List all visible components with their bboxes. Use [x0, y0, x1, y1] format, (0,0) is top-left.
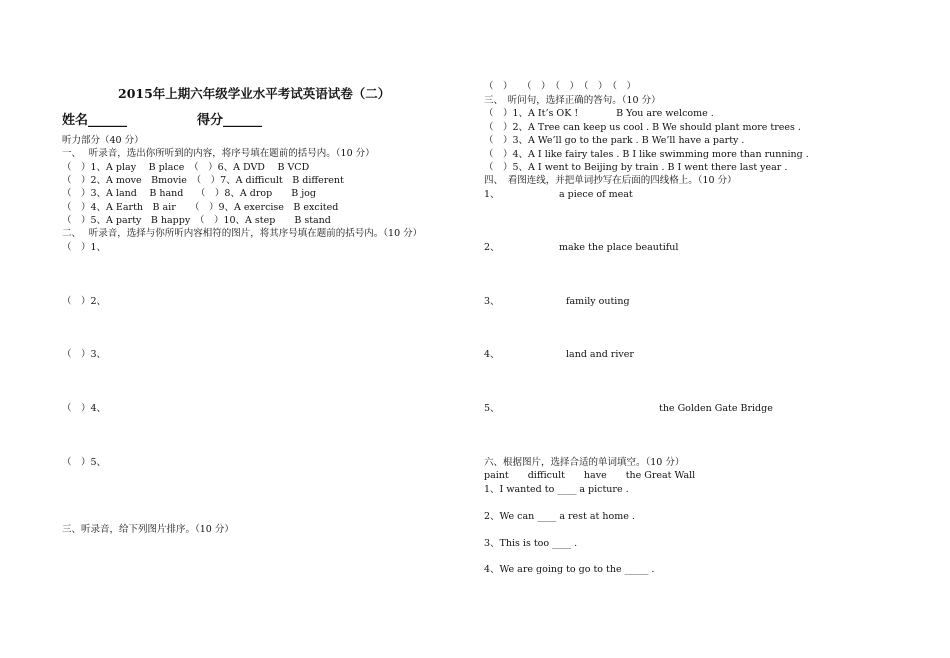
name-field-label: 姓名______ [62, 113, 128, 128]
match-item-phrase: a piece of meat [559, 189, 633, 200]
answer-question: （ ）1、A It’s OK ! B You are welcome . [484, 108, 714, 119]
fill-blank-question: 2、We can ____ a rest at home . [484, 511, 635, 522]
section-1-question: （ ）2、A move Bmovie （ ）7、A difficult B different [62, 175, 344, 186]
match-item-phrase: the Golden Gate Bridge [659, 403, 773, 414]
match-item-phrase: make the place beautiful [559, 242, 679, 253]
fill-blank-question: 3、This is too ____ . [484, 538, 578, 549]
section-2-instruction: 二、 听录音，选择与你所听内容相符的图片，将其序号填在题前的括号内。（10 分） [62, 228, 423, 239]
section-2-item: （ ）4、 [62, 403, 107, 414]
section-1-instruction: 一、 听录音，选出你所听到的内容，将序号填在题前的括号内。（10 分） [62, 148, 375, 159]
right-section-3-instruction: 三、 听问句，选择正确的答句。（10 分） [484, 95, 661, 106]
fill-blank-question: 4、We are going to go to the _____ . [484, 564, 655, 575]
match-item-number: 3、 [484, 296, 500, 307]
answer-question: （ ）3、A We’ll go to the park . B We’ll have a party . [484, 135, 745, 146]
section-3-instruction: 三、听录音，给下列图片排序。（10 分） [62, 524, 234, 535]
section-4-instruction: 四、 看图连线，并把单词抄写在后面的四线格上。（10 分） [484, 175, 737, 186]
section-1-question: （ ）4、A Earth B air （ ）9、A exercise B excited [62, 202, 339, 213]
section-2-item: （ ）5、 [62, 457, 107, 468]
match-item-phrase: family outing [566, 296, 630, 307]
section-2-item: （ ）1、 [62, 242, 107, 253]
match-item-number: 5、 [484, 403, 500, 414]
answer-question: （ ）5、A I went to Beijing by train . B I went there last year . [484, 162, 788, 173]
section-6-instruction: 六、根据图片，选择合适的单词填空。（10 分） [484, 457, 685, 468]
exam-title: 2015年上期六年级学业水平考试英语试卷（二） [118, 86, 391, 101]
section-2-item: （ ）2、 [62, 296, 107, 307]
fill-blank-question: 1、I wanted to ____ a picture . [484, 484, 629, 495]
word-bank: paint difficult have the Great Wall [484, 470, 696, 481]
section-1-question: （ ）3、A land B hand （ ）8、A drop B jog [62, 188, 316, 199]
section-1-question: （ ）1、A play B place （ ）6、A DVD B VCD [62, 162, 310, 173]
match-item-number: 4、 [484, 349, 500, 360]
section-1-question: （ ）5、A party B happy （ ）10、A step B stand [62, 215, 331, 226]
answer-question: （ ）4、A I like fairy tales . B I like swimming more than running . [484, 149, 809, 160]
match-item-phrase: land and river [566, 349, 634, 360]
listening-section-header: 听力部分（40 分） [62, 135, 144, 146]
match-item-number: 2、 [484, 242, 500, 253]
section-2-item: （ ）3、 [62, 349, 107, 360]
score-field-label: 得分______ [197, 113, 263, 128]
match-item-number: 1、 [484, 189, 500, 200]
ordering-brackets: （ ） （ ） （ ） （ ） （ ） [484, 81, 637, 92]
answer-question: （ ）2、A Tree can keep us cool . B We should plant more trees . [484, 122, 801, 133]
